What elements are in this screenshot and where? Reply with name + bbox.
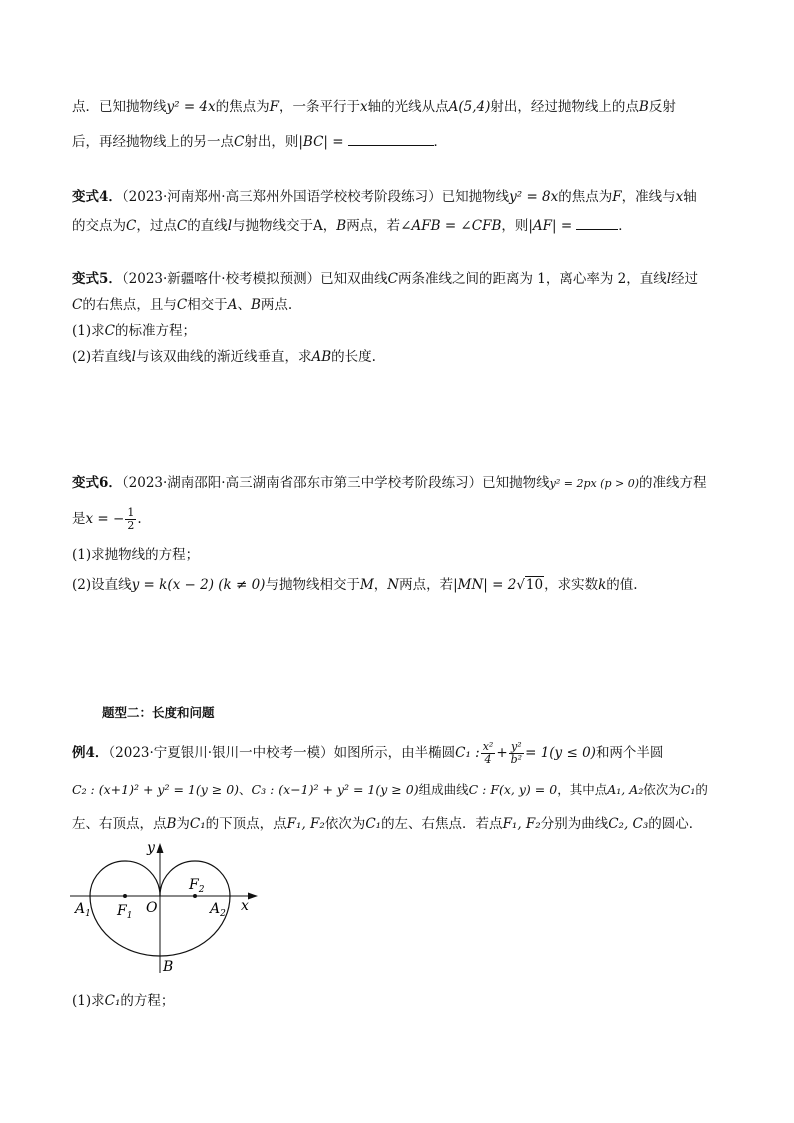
- math-abs-BC: |BC| =: [298, 134, 344, 150]
- text: 射出，则: [244, 134, 299, 150]
- math-M: M: [359, 577, 374, 593]
- text: ，过点: [136, 218, 177, 234]
- fraction-denominator: 2: [127, 519, 135, 532]
- text: 轴: [683, 189, 697, 205]
- text: 后，再经抛物线上的另一点: [72, 134, 234, 150]
- variant4-source: （2023·河南郑州·高三郑州外国语学校校考阶段练习）已知抛物线: [121, 189, 510, 205]
- math-A: A: [227, 297, 238, 313]
- example4-question-1: [72, 991, 174, 1011]
- label-B: B: [163, 959, 174, 975]
- text: (2)若直线: [72, 349, 132, 365]
- math-point-A: A(5,4): [448, 99, 491, 115]
- text: 的圆心．: [648, 816, 703, 832]
- variant6-question-2: [72, 575, 638, 595]
- math-C1: C₁: [365, 816, 382, 832]
- variant5-line-2: [72, 295, 292, 315]
- text: ，: [322, 218, 337, 234]
- problem-top-line-2: [72, 132, 447, 152]
- variant4-line-2: [72, 216, 632, 236]
- fraction-numerator: x²: [482, 740, 494, 753]
- math-C1: C₁ :: [455, 745, 480, 761]
- text: 的直线: [187, 218, 228, 234]
- math-l: l: [666, 271, 672, 287]
- math-x: x: [675, 189, 684, 205]
- text: 两点，若: [399, 577, 454, 593]
- variant6-line-1: [72, 473, 707, 494]
- text: 是: [72, 511, 86, 527]
- math-F1-F2: F₁, F₂: [502, 816, 541, 832]
- fraction-numerator: y²: [509, 741, 524, 754]
- text: 的方程；: [120, 993, 175, 1009]
- text: 轴的光线从点: [367, 99, 449, 115]
- sqrt-symbol: √: [516, 577, 525, 593]
- plus-sign: +: [496, 745, 508, 761]
- variant6-label: 变式6．: [72, 475, 122, 491]
- text: 与该双曲线的渐近线垂直，求: [135, 349, 312, 365]
- label-y: y: [147, 840, 155, 856]
- text: 依次为: [643, 782, 681, 797]
- text: (1)求抛物线的方程；: [72, 547, 200, 563]
- text: ，其中点: [557, 782, 608, 797]
- fraction-y2-over-b2: [509, 741, 524, 766]
- text: (2)设直线: [72, 577, 132, 593]
- math-C: C: [72, 297, 83, 313]
- y-axis-arrow: [157, 843, 164, 853]
- variant4-line-1: [72, 187, 697, 207]
- math-A: A: [313, 218, 323, 234]
- label-F1: $F_1$: [117, 903, 133, 921]
- x-axis-arrow: [248, 893, 258, 900]
- text: (1)求: [72, 323, 105, 339]
- text: ，: [373, 577, 388, 593]
- text: 与抛物线交于: [232, 218, 314, 234]
- sqrt-radicand: 10: [525, 577, 544, 593]
- text: 的焦点为: [558, 189, 613, 205]
- text: 的下顶点，点: [205, 816, 287, 832]
- text: 分别为曲线: [540, 816, 609, 832]
- text: 的左、右焦点．若点: [381, 816, 503, 832]
- text: 的右焦点，且与: [82, 297, 177, 313]
- text: ，则: [501, 218, 529, 234]
- answer-blank: [348, 133, 434, 146]
- variant6-question-1: [72, 545, 199, 565]
- variant5-source: （2023·新疆喀什·校考模拟预测）已知双曲线: [121, 271, 388, 287]
- variant5-question-1: [72, 321, 196, 341]
- math-l: l: [227, 218, 233, 234]
- math-B: B: [166, 816, 177, 832]
- label-A2: $A_2$: [210, 901, 226, 919]
- text: 的标准方程；: [114, 323, 196, 339]
- example4-line-2: [72, 780, 708, 800]
- text: 的: [695, 782, 708, 797]
- math-line-eq: y = k(x − 2) (k ≠ 0): [131, 577, 266, 593]
- text: 和两个半圆: [595, 745, 664, 761]
- text: 反射: [648, 99, 676, 115]
- semicircle-C2: [90, 861, 160, 896]
- variant5-label: 变式5．: [72, 271, 122, 287]
- math-B: B: [638, 99, 649, 115]
- label-O: O: [146, 900, 158, 916]
- fraction-denominator: b²: [510, 753, 523, 766]
- math-x: x: [360, 99, 368, 115]
- text: 的交点为: [72, 218, 126, 234]
- math-F: F: [612, 189, 622, 205]
- fraction-x2-over-4: [481, 741, 496, 766]
- example4-line-3: [72, 814, 702, 834]
- math-abs-AF: |AF| =: [528, 218, 573, 234]
- text: ，准线与: [621, 189, 676, 205]
- math-B: B: [336, 218, 347, 234]
- math-parabola-eq: y² = 4x: [166, 99, 216, 115]
- text: 依次为: [324, 816, 366, 832]
- math-F: F: [269, 99, 280, 115]
- text: (1)求: [72, 993, 105, 1009]
- text: 经过: [671, 271, 699, 287]
- text: 、: [237, 297, 251, 313]
- text: 与抛物线相交于: [265, 577, 360, 593]
- math-C2-C3: C₂, C₃: [608, 816, 649, 832]
- math-C1: C₁: [104, 993, 121, 1009]
- focus-F1-point: [123, 894, 127, 898]
- text: ．: [618, 218, 632, 234]
- text: 的准线方程: [639, 475, 707, 491]
- math-A1-A2: A₁, A₂: [607, 782, 644, 797]
- math-C2-eq: C₂ : (x+1)² + y² = 1(y ≥ 0): [72, 782, 240, 797]
- label-A1: $A_1$: [75, 901, 91, 919]
- math-k: k: [598, 577, 607, 593]
- text: ，一条平行于: [279, 99, 361, 115]
- variant6-line-2: [72, 504, 142, 534]
- math-C: C: [176, 297, 188, 313]
- label-F2: $F_2$: [189, 877, 205, 895]
- text: 、: [239, 782, 252, 797]
- example4-line-1: [72, 738, 663, 768]
- fraction-one-half: [125, 507, 136, 532]
- problem-top-line-1: [72, 97, 676, 117]
- answer-blank: [576, 217, 618, 230]
- math-abs-MN: |MN| = 2: [453, 577, 517, 593]
- math-N: N: [387, 577, 400, 593]
- math-C3-eq: C₃ : (x−1)² + y² = 1(y ≥ 0): [251, 782, 419, 797]
- variant5-question-2: [72, 347, 376, 367]
- section-title: 题型二：长度和问题: [102, 705, 215, 720]
- math-l: l: [131, 349, 136, 365]
- text: 射出，经过抛物线上的点: [490, 99, 639, 115]
- text: 的焦点为: [215, 99, 270, 115]
- math-parabola-eq: y² = 8x: [509, 189, 559, 205]
- math-curve-C: C : F(x, y) = 0: [468, 782, 558, 797]
- example4-source: （2023·宁夏银川·银川一中校考一模）如图所示，由半椭圆: [108, 745, 456, 761]
- label-x: x: [241, 898, 249, 914]
- math-parabola-eq: y² = 2px (p > 0): [549, 477, 640, 490]
- variant6-source: （2023·湖南邵阳·高三湖南省邵东市第三中学校考阶段练习）已知抛物线: [121, 475, 550, 491]
- fraction-numerator: 1: [127, 506, 135, 519]
- text: 组成曲线: [418, 782, 469, 797]
- text: 两条准线之间的距离为 1，离心率为 2，直线: [397, 271, 667, 287]
- text: 相交于: [187, 297, 228, 313]
- math-eq-end: = 1(y ≤ 0): [525, 745, 596, 761]
- text: .: [137, 511, 142, 527]
- fraction-denominator: 4: [484, 753, 492, 766]
- math-C: C: [176, 218, 188, 234]
- text: 两点，若: [346, 218, 401, 234]
- math-C1: C₁: [189, 816, 206, 832]
- text: ．: [433, 134, 448, 150]
- text: 的长度.: [331, 349, 376, 365]
- math-AB: AB: [311, 349, 332, 365]
- math-F1-F2: F₁, F₂: [286, 816, 325, 832]
- math-C: C: [387, 271, 398, 287]
- variant5-line-1: [72, 269, 698, 289]
- focus-F2-point: [193, 894, 197, 898]
- variant4-label: 变式4．: [72, 189, 122, 205]
- text: 左、右顶点，点: [72, 816, 167, 832]
- text: 两点.: [260, 297, 293, 313]
- text: 为: [176, 816, 190, 832]
- text: ，求实数: [544, 577, 599, 593]
- math-C: C: [234, 134, 245, 150]
- heart-curve-figure: [68, 838, 268, 978]
- text: 点．已知抛物线: [72, 99, 167, 115]
- math-C: C: [104, 323, 115, 339]
- math-x-eq: x = −: [85, 511, 125, 527]
- example4-label: 例4．: [72, 745, 109, 761]
- math-angle-eq: ∠AFB = ∠CFB: [400, 218, 502, 234]
- math-C: C: [126, 218, 137, 234]
- math-B: B: [250, 297, 261, 313]
- math-C1: C₁: [680, 782, 696, 797]
- text: 的值.: [606, 577, 638, 593]
